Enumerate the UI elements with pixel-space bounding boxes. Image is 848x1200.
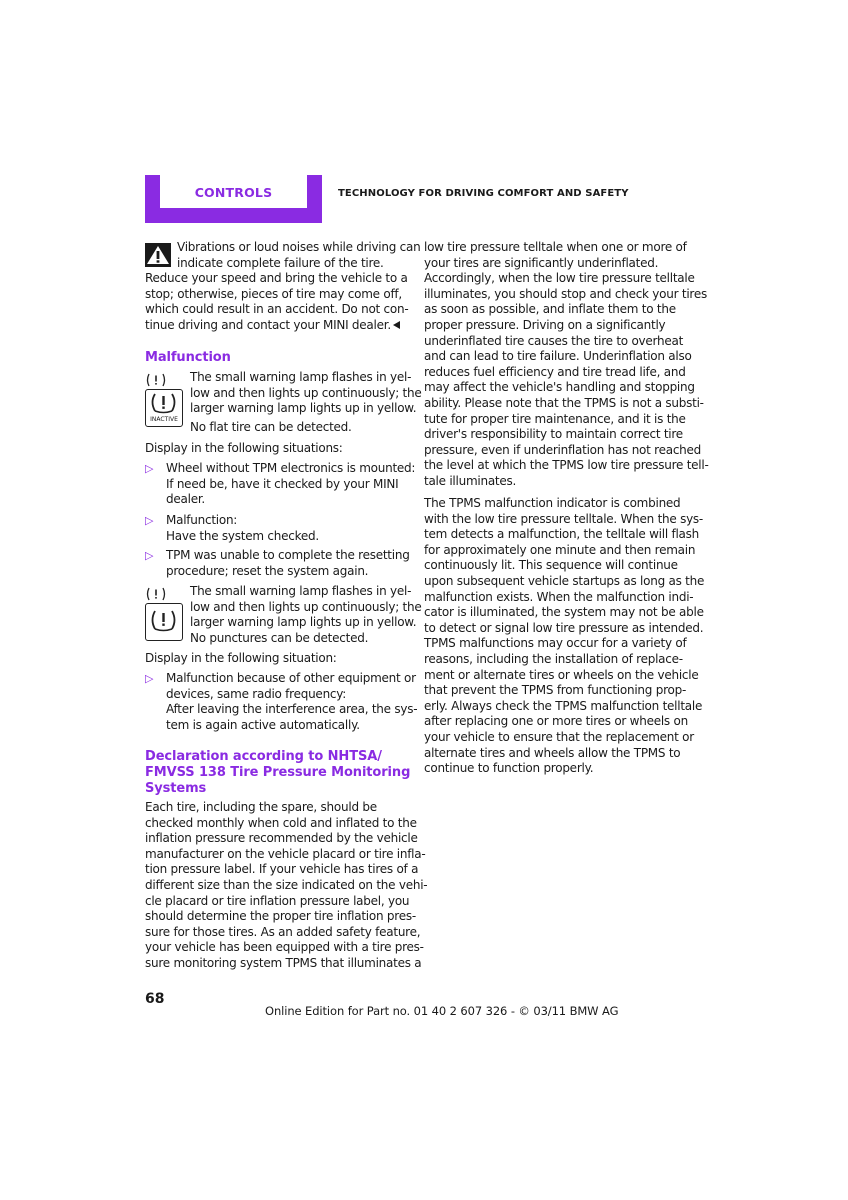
text-line: driver's responsibility to maintain correct tire [424, 427, 683, 442]
text-line: after replacing one or more tires or wheels on [424, 714, 688, 729]
header-section-title: TECHNOLOGY FOR DRIVING COMFORT AND SAFETY [338, 188, 629, 199]
text-line: TPMS malfunctions may occur for a variety of [424, 636, 687, 651]
warning-line: indicate complete failure of the tire. [177, 255, 384, 270]
bullet-item [166, 671, 417, 733]
text-line: low tire pressure telltale when one or more of [424, 240, 687, 254]
end-of-section-icon [393, 321, 400, 329]
text-line: may affect the vehicle's handling and stopping [424, 380, 695, 395]
heading-line: FMVSS 138 Tire Pressure Monitoring [145, 765, 411, 780]
text-line: for approximately one minute and then remain [424, 542, 696, 557]
text-line: larger warning lamp lights up in yellow. [190, 401, 417, 416]
text-line: reasons, including the installation of replace- [424, 651, 683, 666]
text-line: tute for proper tire maintenance, and it is the [424, 411, 686, 426]
text-line: If need be, have it checked by your MINI [166, 476, 399, 491]
text-line: your tires are significantly underinflated. [424, 255, 659, 270]
text-line: ment or alternate tires or wheels on the vehicle [424, 667, 699, 682]
bullet-arrow-icon: ▷ [145, 514, 154, 527]
declaration-left-column [145, 800, 427, 972]
text-line: No punctures can be detected. [190, 630, 369, 645]
text-line: procedure; reset the system again. [166, 563, 369, 578]
text-line: Have the system checked. [166, 528, 319, 543]
warning-triangle-icon [145, 243, 171, 267]
text-line: erly. Always check the TPMS malfunction telltale [424, 698, 703, 713]
malfunction-heading: Malfunction [145, 350, 231, 365]
text-line: larger warning lamp lights up in yellow. [190, 615, 417, 630]
warning-line: stop; otherwise, pieces of tire may come off, [145, 286, 402, 301]
text-line: inflation pressure recommended by the vehicle [145, 831, 418, 846]
text-line: proper pressure. Driving on a significantly [424, 317, 666, 332]
text-line: cle placard or tire inflation pressure label, you [145, 893, 410, 908]
text-line: low and then lights up continuously; the [190, 385, 422, 400]
text-line: underinflated tire causes the tire to overheat [424, 333, 684, 348]
text-line: No flat tire can be detected. [190, 419, 352, 434]
bullet-item [166, 548, 410, 579]
text-line: sure for those tires. As an added safety feature, [145, 924, 421, 939]
text-line: cator is illuminated, the system may not be able [424, 605, 704, 620]
malfunction-block2-text [190, 584, 422, 646]
text-line: tion pressure label. If your vehicle has tires of a [145, 862, 419, 877]
warning-text-indented [177, 240, 420, 271]
warning-line: Vibrations or loud noises while driving can [177, 240, 421, 254]
text-line: and can lead to tire failure. Underinflation also [424, 349, 692, 364]
footer-edition: Online Edition for Part no. 01 40 2 607 326 - © 03/11 BMW AG [265, 1004, 619, 1018]
text-line: continuously lit. This sequence will continue [424, 558, 678, 573]
text-line: After leaving the interference area, the sys- [166, 702, 418, 717]
bullet-arrow-icon: ▷ [145, 672, 154, 685]
text-line: tem is again active automatically. [166, 717, 360, 732]
warning-line: which could result in an accident. Do not con- [145, 302, 409, 317]
malfunction-block1-text [190, 370, 422, 435]
bullet-item [166, 513, 319, 544]
text-line: should determine the proper tire inflation pres- [145, 909, 416, 924]
text-line: Wheel without TPM electronics is mounted: [166, 461, 416, 475]
text-line: reduces fuel efficiency and tire tread life, and [424, 364, 686, 379]
heading-line: Systems [145, 781, 207, 796]
text-line: pressure, even if underinflation has not reached [424, 442, 702, 457]
text-line: tale illuminates. [424, 473, 517, 488]
page-number: 68 [145, 991, 165, 1007]
inactive-label: INACTIVE [150, 416, 178, 423]
text-line: Malfunction because of other equipment or [166, 671, 416, 685]
text-line: as soon as possible, and inflate them to the [424, 302, 676, 317]
text-line: The small warning lamp flashes in yel- [190, 370, 412, 384]
text-line: your vehicle has been equipped with a tire pres- [145, 940, 424, 955]
tire-pressure-small-icon [145, 587, 167, 601]
bullet-arrow-icon: ▷ [145, 462, 154, 475]
display-intro-2: Display in the following situation: [145, 651, 337, 665]
text-line: the level at which the TPMS low tire pressure tell- [424, 458, 709, 473]
text-line: malfunction exists. When the malfunction indi- [424, 589, 694, 604]
header-tab-label: CONTROLS [194, 185, 273, 200]
text-line: sure monitoring system TPMS that illuminates a [145, 955, 422, 970]
bullet-item [166, 461, 415, 508]
warning-text [145, 271, 408, 333]
text-line: tem detects a malfunction, the telltale will flash [424, 527, 699, 542]
text-line: to detect or signal low tire pressure as intended. [424, 620, 704, 635]
text-line: low and then lights up continuously; the [190, 599, 422, 614]
text-line: checked monthly when cold and inflated to the [145, 815, 417, 830]
text-line: The small warning lamp flashes in yel- [190, 584, 412, 598]
display-intro-1: Display in the following situations: [145, 441, 343, 455]
tire-pressure-warning-icon [145, 603, 183, 641]
tire-pressure-small-icon [145, 373, 167, 387]
declaration-heading [145, 749, 410, 797]
text-line: The TPMS malfunction indicator is combined [424, 496, 681, 510]
declaration-right-para-1 [424, 240, 709, 490]
warning-line-last [145, 318, 408, 334]
warning-line: Reduce your speed and bring the vehicle to a [145, 271, 408, 285]
text-line: manufacturer on the vehicle placard or tire infla- [145, 846, 426, 861]
text-line: your vehicle to ensure that the replacement or [424, 729, 694, 744]
text-line: continue to function properly. [424, 761, 594, 776]
declaration-right-para-2 [424, 496, 704, 777]
text-line: Each tire, including the spare, should be [145, 800, 377, 814]
bullet-arrow-icon: ▷ [145, 549, 154, 562]
text-line: Malfunction: [166, 513, 238, 527]
tire-pressure-inactive-icon [145, 389, 183, 427]
heading-line: Declaration according to NHTSA/ [145, 749, 382, 764]
warning-line: tinue driving and contact your MINI dealer. [145, 317, 391, 332]
text-line: with the low tire pressure telltale. When the sys- [424, 511, 704, 526]
text-line: that prevent the TPMS from functioning prop- [424, 683, 687, 698]
text-line: alternate tires and wheels allow the TPMS to [424, 745, 681, 760]
text-line: different size than the size indicated on the vehi- [145, 877, 428, 892]
text-line: upon subsequent vehicle startups as long as the [424, 573, 705, 588]
text-line: ability. Please note that the TPMS is not a substi- [424, 395, 704, 410]
text-line: dealer. [166, 492, 205, 507]
text-line: TPM was unable to complete the resetting [166, 548, 410, 562]
text-line: Accordingly, when the low tire pressure telltale [424, 271, 695, 286]
text-line: devices, same radio frequency: [166, 686, 347, 701]
text-line: illuminates, you should stop and check your tires [424, 286, 707, 301]
